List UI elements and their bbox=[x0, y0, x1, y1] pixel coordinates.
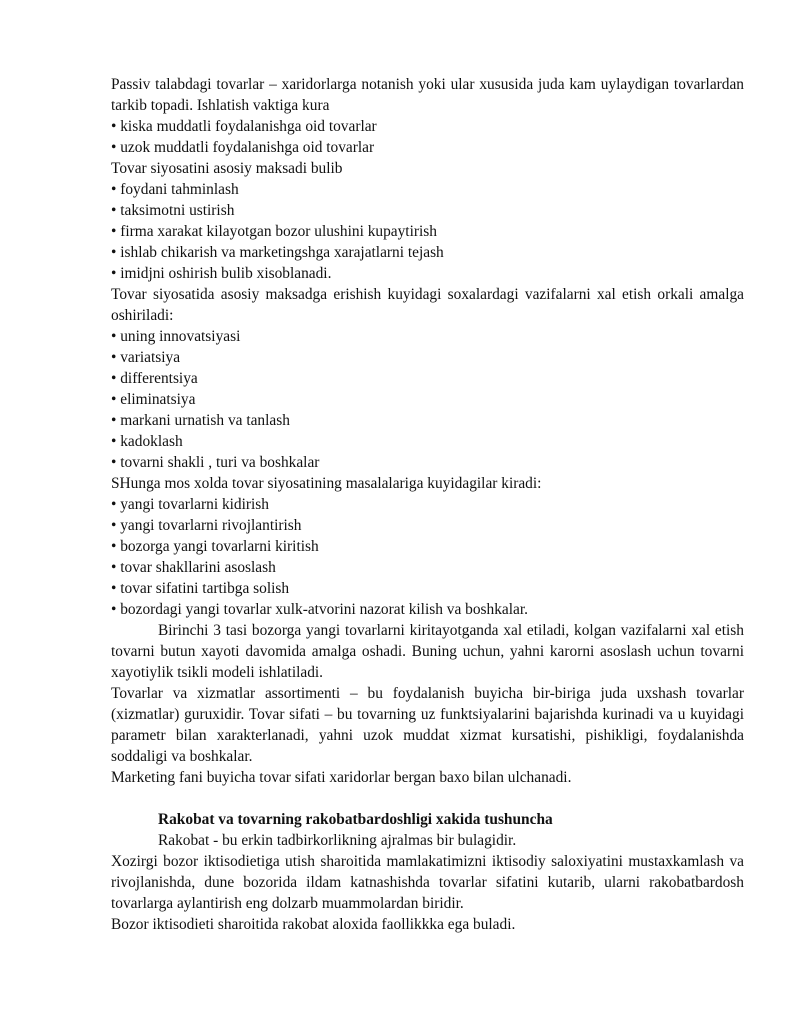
list-item-task: • differentsiya bbox=[111, 370, 198, 387]
document-page bbox=[111, 74, 744, 935]
list-item-issue: • yangi tovarlarni kidirish bbox=[111, 496, 269, 513]
list-item-goal: • firma xarakat kilayotgan bozor ulushini kupaytirish bbox=[111, 223, 437, 240]
paragraph-market-economy: Bozor iktisodieti sharoitida rakobat aloxida faollikkka ega buladi. bbox=[111, 916, 516, 933]
list-item-task: • tovarni shakli , turi va boshkalar bbox=[111, 454, 320, 471]
paragraph-transition: Xozirgi bozor iktisodietiga utish sharoitida mamlakatimizni iktisodiy saloxiyatini mustaxkamlash va rivojlanishda, dune bozorida ildam katnashishda tovarlar sifatini kutarib, ularni rakobatbardosh tovarlarga aylantirish eng dolzarb muammolardan biridir. bbox=[111, 853, 744, 912]
list-item-goal: • imidjni oshirish bulib xisoblanadi. bbox=[111, 265, 332, 282]
list-item-goal: • ishlab chikarish va marketingshga xarajatlarni tejash bbox=[111, 244, 444, 261]
section-heading: Rakobat va tovarning rakobatbardoshligi xakida tushuncha bbox=[158, 811, 553, 828]
paragraph-issues-intro: SHunga mos xolda tovar siyosatining masalalariga kuyidagilar kiradi: bbox=[111, 475, 542, 492]
paragraph-policy-goal: Tovar siyosatini asosiy maksadi bulib bbox=[111, 160, 343, 177]
list-item-task: • eliminatsiya bbox=[111, 391, 196, 408]
paragraph-first-three: Birinchi 3 tasi bozorga yangi tovarlarni kiritayotganda xal etiladi, kolgan vazifalarni xal etish tovarni butun xayoti davomida amalga oshadi. Buning uchun, yahni karorni asoslash uchun tovarni xayotiylik tsikli modeli ishlatiladi. bbox=[111, 622, 744, 681]
list-item-goal: • foydani tahminlash bbox=[111, 181, 239, 198]
paragraph-tasks-intro: Tovar siyosatida asosiy maksadga erishish kuyidagi soxalardagi vazifalarni xal etish orkali amalga oshiriladi: bbox=[111, 286, 744, 324]
list-item-issue: • yangi tovarlarni rivojlantirish bbox=[111, 517, 302, 534]
list-item-issue: • tovar sifatini tartibga solish bbox=[111, 580, 290, 597]
paragraph-marketing-quality: Marketing fani buyicha tovar sifati xaridorlar bergan baxo bilan ulchanadi. bbox=[111, 769, 572, 786]
list-item-goal: • taksimotni ustirish bbox=[111, 202, 235, 219]
list-item-usage-short: • kiska muddatli foydalanishga oid tovarlar bbox=[111, 118, 377, 135]
paragraph-passive-demand: Passiv talabdagi tovarlar – xaridorlarga notanish yoki ular xususida juda kam uylaydigan tovarlardan tarkib topadi. Ishlatish vaktiga kura bbox=[111, 76, 744, 114]
list-item-task: • kadoklash bbox=[111, 433, 183, 450]
blank-line bbox=[111, 788, 744, 809]
list-item-usage-long: • uzok muddatli foydalanishga oid tovarlar bbox=[111, 139, 375, 156]
list-item-issue: • bozorga yangi tovarlarni kiritish bbox=[111, 538, 319, 555]
paragraph-competition-definition: Rakobat - bu erkin tadbirkorlikning ajralmas bir bulagidir. bbox=[158, 832, 517, 849]
paragraph-assortment: Tovarlar va xizmatlar assortimenti – bu foydalanish buyicha bir-biriga juda uxshash tovarlar (xizmatlar) guruxidir. Tovar sifati – bu tovarning uz funktsiyalarini bajarishda kurinadi va u kuyidagi parametr bilan xarakterlanadi, yahni uzok muddat xizmat kursatishi, pishikligi, foydalanishda soddaligi va boshkalar. bbox=[111, 685, 744, 765]
list-item-issue: • tovar shakllarini asoslash bbox=[111, 559, 276, 576]
list-item-task: • uning innovatsiyasi bbox=[111, 328, 241, 345]
list-item-issue: • bozordagi yangi tovarlar xulk-atvorini nazorat kilish va boshkalar. bbox=[111, 601, 528, 618]
list-item-task: • markani urnatish va tanlash bbox=[111, 412, 290, 429]
list-item-task: • variatsiya bbox=[111, 349, 181, 366]
